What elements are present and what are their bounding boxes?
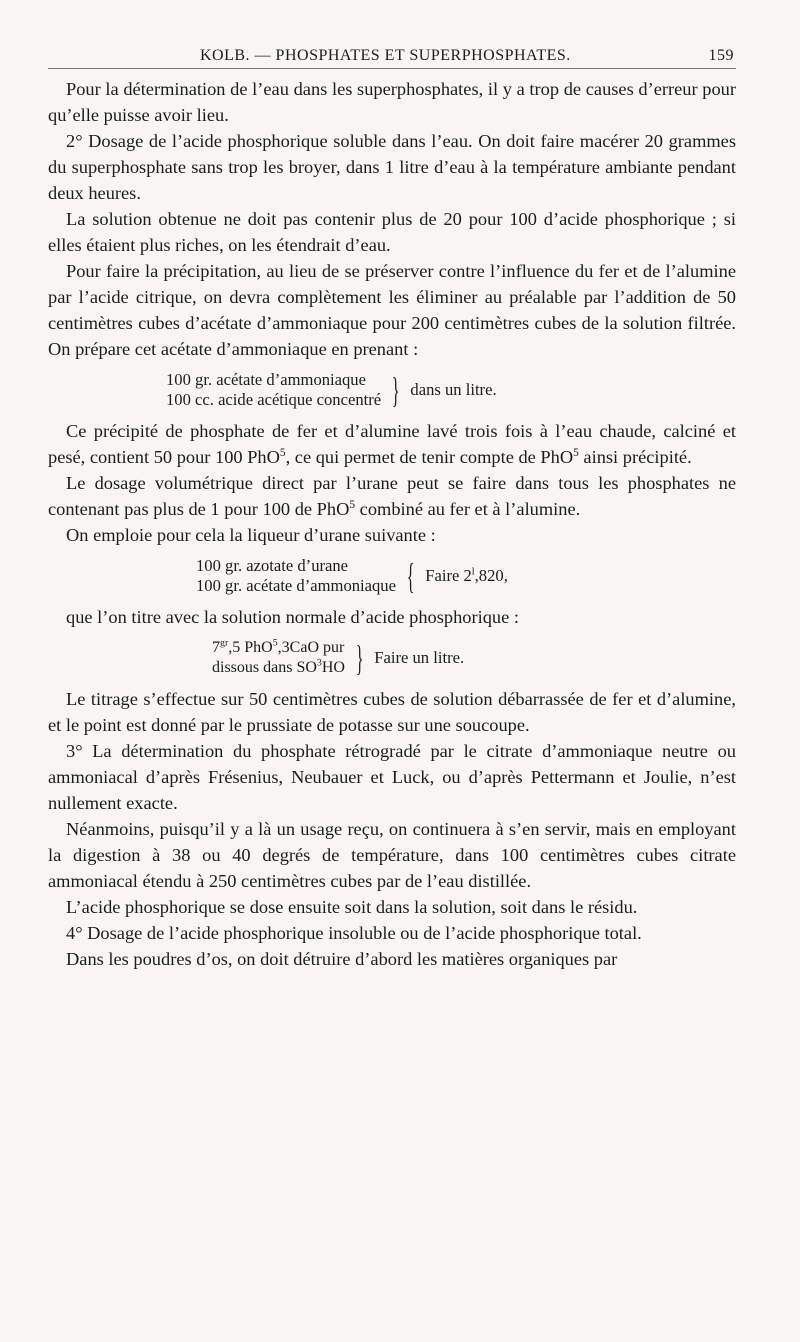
acetate-recipe bbox=[166, 370, 736, 410]
brace-icon: } bbox=[355, 638, 364, 678]
paragraph: Dans les poudres d’os, on doit détruire d’abord les matières organiques par bbox=[66, 949, 618, 969]
text-run: combiné au fer et à l’alumine. bbox=[355, 499, 581, 519]
recipe-line: 100 gr. acétate d’ammoniaque bbox=[196, 576, 396, 595]
text-run: Faire 2 bbox=[425, 566, 472, 585]
body-text bbox=[48, 76, 736, 972]
running-head bbox=[48, 46, 736, 69]
text-run: Le dosage volumétrique direct par l’urane peut se faire dans tous les phosphates ne contenant pas plus de 1 pour 100 de PhO bbox=[48, 473, 736, 519]
paragraph: Pour la détermination de l’eau dans les superphosphates, il y a trop de causes d’erreur pour qu’elle puisse avoir lieu. bbox=[48, 79, 736, 125]
recipe-line bbox=[212, 658, 345, 678]
page-number: 159 bbox=[708, 47, 734, 64]
text-run: ainsi précipité. bbox=[578, 447, 692, 467]
recipe-line: 100 gr. acétate d’ammoniaque bbox=[166, 370, 366, 389]
phosphoric-recipe bbox=[212, 638, 736, 678]
text-run: ,5 PhO bbox=[228, 639, 273, 656]
running-head-title: KOLB. — PHOSPHATES ET SUPERPHOSPHATES. bbox=[200, 47, 571, 64]
paragraph: 4° Dosage de l’acide phosphorique insoluble ou de l’acide phosphorique total. bbox=[66, 923, 642, 943]
recipe-result: dans un litre. bbox=[410, 380, 497, 399]
text-run: ,820, bbox=[474, 566, 508, 585]
superscript: 3 bbox=[316, 657, 322, 669]
recipe-result: Faire un litre. bbox=[374, 648, 465, 667]
brace-icon: } bbox=[391, 370, 400, 410]
recipe-line: 100 cc. acide acétique concentré bbox=[166, 390, 382, 409]
paragraph: L’acide phosphorique se dose ensuite soit dans la solution, soit dans le résidu. bbox=[66, 897, 638, 917]
superscript: 5 bbox=[279, 446, 286, 459]
urane-recipe bbox=[196, 556, 736, 596]
paragraph: 3° La détermination du phosphate rétrogradé par le citrate d’ammoniaque neutre ou ammoniacal d’après Frésenius, Neubauer et Luck, ou d’après Pettermann et Joulie, n’est nullement exacte. bbox=[48, 741, 736, 813]
superscript: l bbox=[471, 566, 475, 578]
text-run: 7 bbox=[212, 639, 220, 656]
paragraph: Le titrage s’effectue sur 50 centimètres cubes de solution débarrassée de fer et d’alumine, et le point est donné par le prussiate de potasse sur une soucoupe. bbox=[48, 689, 736, 735]
paragraph: Pour faire la précipitation, au lieu de se préserver contre l’influence du fer et de l’alumine par l’acide citrique, on devra complètement les éliminer au préalable par l’addition de 50 centimètres cubes d’acétate d’ammoniaque pour 200 centimètres cubes de la solution filtrée. On prépare cet acétate d’ammoniaque en prenant : bbox=[48, 261, 736, 359]
brace-icon: { bbox=[406, 556, 415, 596]
superscript: 5 bbox=[272, 637, 278, 649]
text-run: Ce précipité de phosphate de fer et d’alumine lavé trois fois à l’eau chaude, calciné et pesé, contient 50 pour 100 PhO bbox=[48, 421, 736, 467]
recipe-line bbox=[212, 638, 345, 658]
superscript: gr bbox=[220, 637, 229, 649]
superscript: 5 bbox=[349, 498, 356, 511]
paragraph: 2° Dosage de l’acide phosphorique soluble dans l’eau. On doit faire macérer 20 grammes du superphosphate sans trop les broyer, dans 1 litre d’eau à la température ambiante pendant deux heures. bbox=[48, 131, 736, 203]
text-run: ,3CaO pur bbox=[277, 639, 345, 656]
text-run: , ce qui permet de tenir compte de PhO bbox=[285, 447, 574, 467]
recipe-line: 100 gr. azotate d’urane bbox=[196, 556, 349, 575]
text-run: HO bbox=[321, 659, 345, 676]
superscript: 5 bbox=[573, 446, 579, 459]
text-run: dissous dans SO bbox=[212, 659, 317, 676]
paragraph bbox=[48, 418, 736, 470]
recipe-result bbox=[425, 566, 508, 586]
paragraph: La solution obtenue ne doit pas contenir plus de 20 pour 100 d’acide phosphorique ; si elles étaient plus riches, on les étendrait d’eau. bbox=[48, 209, 736, 255]
paragraph bbox=[48, 470, 736, 522]
paragraph: que l’on titre avec la solution normale d’acide phosphorique : bbox=[66, 607, 519, 627]
paragraph: Néanmoins, puisqu’il y a là un usage reçu, on continuera à s’en servir, mais en employant la digestion à 38 ou 40 degrés de température, dans 100 centimètres cubes citrate ammoniacal étendu à 250 centimètres cubes par de l’eau distillée. bbox=[48, 819, 736, 891]
paragraph: On emploie pour cela la liqueur d’urane suivante : bbox=[66, 525, 436, 545]
